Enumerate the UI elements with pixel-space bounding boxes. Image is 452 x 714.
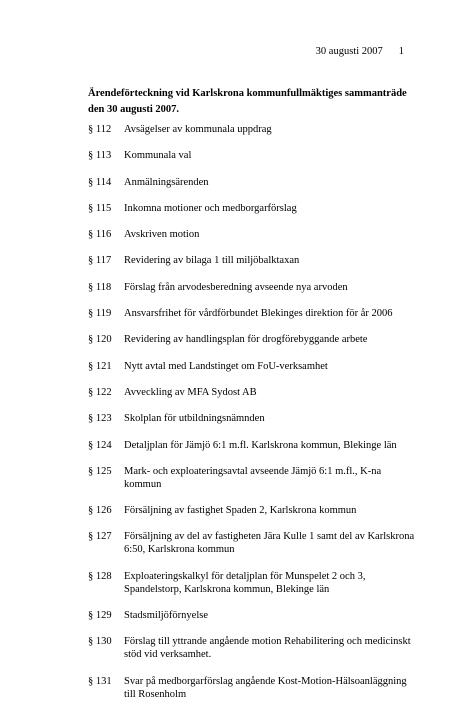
section-number: § 125: [88, 465, 112, 477]
agenda-item: [88, 504, 418, 517]
agenda-item-text: Skolplan för utbildningsnämnden: [124, 413, 265, 425]
agenda-item: [88, 307, 418, 320]
agenda-list: [88, 123, 418, 714]
agenda-item: [88, 570, 418, 596]
agenda-item: [88, 609, 418, 622]
agenda-item: [88, 149, 418, 162]
agenda-item: [88, 360, 418, 373]
agenda-item-text: Kommunala val: [124, 150, 192, 162]
agenda-item: [88, 254, 418, 267]
agenda-item-text: Mark- och exploateringsavtal avseende Jämjö 6:1 m.fl., K-na kommun: [124, 465, 382, 490]
section-number: § 114: [88, 176, 112, 188]
agenda-item: [88, 675, 418, 701]
agenda-item-text: Nytt avtal med Landstinget om FoU-verksamhet: [124, 360, 328, 372]
section-number: § 123: [88, 413, 112, 425]
section-number: § 120: [88, 334, 112, 346]
agenda-item: [88, 281, 418, 294]
agenda-item-text: Försäljning av fastighet Spaden 2, Karlskrona kommun: [124, 505, 357, 517]
section-number: § 121: [88, 360, 112, 372]
agenda-item-text: Försäljning av del av fastigheten Jära Kulle 1 samt del av Karlskrona 6:50, Karlskrona kommun: [124, 531, 415, 556]
page-number: 1: [398, 46, 404, 57]
agenda-item-text: Detaljplan för Jämjö 6:1 m.fl. Karlskrona kommun, Blekinge län: [124, 439, 397, 451]
section-number: § 112: [88, 124, 112, 135]
agenda-item-text: Ansvarsfrihet för vårdförbundet Blekinges direktion för år 2006: [124, 308, 393, 320]
agenda-item-text: Anmälningsärenden: [124, 176, 209, 188]
section-number: § 118: [88, 281, 112, 293]
agenda-item: [88, 635, 418, 661]
section-number: § 129: [88, 610, 112, 622]
agenda-item-text: Förslag från arvodesberedning avseende nya arvoden: [124, 281, 348, 293]
section-number: § 116: [88, 229, 112, 241]
agenda-item-text: Förslag till yttrande angående motion Rehabilitering och medicinskt stöd vid verksamhet.: [124, 636, 411, 661]
agenda-item: [88, 176, 418, 189]
section-number: § 126: [88, 505, 112, 517]
section-number: § 124: [88, 439, 112, 451]
section-number: § 130: [88, 636, 112, 648]
page-header: [316, 46, 404, 57]
agenda-item: [88, 123, 418, 136]
agenda-item-text: Avveckling av MFA Sydost AB: [124, 386, 257, 398]
agenda-item-text: Revidering av handlingsplan för drogförebyggande arbete: [124, 334, 368, 346]
agenda-item-text: Avsägelser av kommunala uppdrag: [124, 124, 272, 135]
agenda-item: [88, 202, 418, 215]
agenda-item-text: Inkomna motioner och medborgarförslag: [124, 202, 297, 214]
agenda-item-text: Exploateringskalkyl för detaljplan för Munspelet 2 och 3, Spandelstorp, Karlskrona kommun, Blekinge län: [124, 570, 366, 595]
agenda-item: [88, 333, 418, 346]
agenda-item-text: Svar på medborgarförslag angående Kost-Motion-Hälsoanläggning till Rosenholm: [124, 675, 407, 700]
agenda-item-text: Avskriven motion: [124, 229, 200, 241]
agenda-item: [88, 412, 418, 425]
document-date: 30 augusti 2007: [315, 46, 383, 57]
agenda-item: [88, 530, 418, 556]
agenda-item: [88, 386, 418, 399]
agenda-item: [88, 228, 418, 241]
section-number: § 119: [88, 308, 112, 320]
section-number: § 127: [88, 531, 112, 543]
section-number: § 117: [88, 255, 112, 267]
agenda-item-text: Stadsmiljöförnyelse: [124, 610, 208, 622]
section-number: § 113: [88, 150, 112, 162]
agenda-item: [88, 439, 418, 452]
agenda-item-text: Revidering av bilaga 1 till miljöbalktaxan: [124, 255, 300, 267]
document-title: Ärendeförteckning vid Karlskrona kommunfullmäktiges sammanträde den 30 augusti 2007.: [88, 88, 407, 115]
section-number: § 131: [88, 675, 112, 687]
agenda-item: [88, 465, 418, 491]
section-number: § 128: [88, 570, 112, 582]
section-number: § 122: [88, 386, 112, 398]
section-number: § 115: [88, 202, 112, 214]
